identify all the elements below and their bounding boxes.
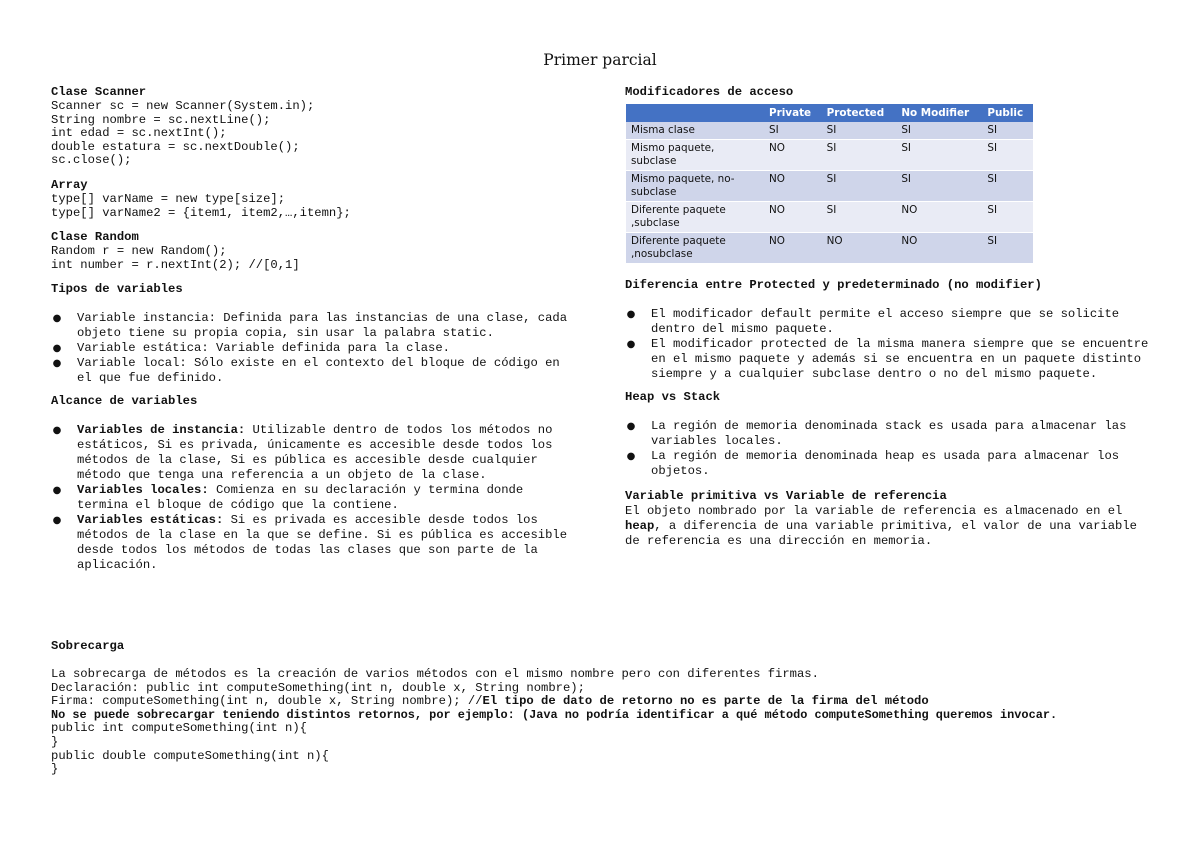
page-title: Primer parcial — [543, 51, 657, 69]
table-cell: Mismo paquete, no-subclase — [626, 171, 764, 202]
heap-list — [625, 419, 1150, 479]
code-line: int edad = sc.nextInt(); — [51, 126, 227, 141]
access-modifiers-table — [626, 104, 1033, 264]
table-header-row — [626, 104, 1033, 122]
list-item: ● Variables locales: Comienza en su declaración y termina donde termina el bloque de código que la contiene. — [52, 483, 524, 513]
table-cell: NO — [896, 202, 982, 233]
bullet-icon: ● — [52, 313, 62, 325]
list-item: ● El modificador default permite el acceso siempre que se solicite dentro del mismo paquete. — [626, 307, 1120, 336]
table-cell: SI — [822, 122, 897, 140]
table-cell: NO — [764, 233, 822, 264]
alcance-heading: Alcance de variables — [51, 394, 198, 409]
table-row — [626, 171, 1033, 202]
code-line: int number = r.nextInt(2); //[0,1] — [51, 257, 300, 272]
table-cell: Diferente paquete ,nosubclase — [626, 233, 764, 264]
table-cell: SI — [896, 140, 982, 171]
table-row — [626, 233, 1033, 264]
table-header: Protected — [822, 104, 897, 122]
sobrecarga-text: Declaración: public int computeSomething(int n, double x, String nombre); — [51, 680, 585, 695]
table-cell: NO — [896, 233, 982, 264]
left-column — [51, 85, 571, 573]
code-line: type[] varName = new type[size]; — [51, 191, 286, 206]
bullet-icon: ● — [626, 339, 636, 350]
diferencia-heading: Diferencia entre Protected y predeterminado (no modifier) — [625, 278, 1042, 292]
code-line: sc.close(); — [51, 153, 132, 168]
table-cell: SI — [764, 122, 822, 140]
list-item: ● La región de memoria denominada stack es usada para almacenar las variables locales. — [626, 419, 1127, 448]
code-line: type[] varName2 = {item1, item2,…,itemn}; — [51, 205, 351, 220]
array-code — [51, 193, 571, 220]
random-heading: Clase Random — [51, 230, 139, 245]
table-cell: SI — [982, 122, 1033, 140]
array-heading: Array — [51, 177, 88, 192]
primitiva-paragraph: El objeto nombrado por la variable de referencia es almacenado en el heap, a diferencia de una variable primitiva, el valor de una variable de referencia es una dirección en memoria. — [625, 504, 1137, 548]
table-cell: SI — [896, 122, 982, 140]
code-line: double estatura = sc.nextDouble(); — [51, 139, 300, 154]
bullet-icon: ● — [52, 515, 62, 527]
bullet-icon: ● — [626, 451, 636, 462]
table-header: Private — [764, 104, 822, 122]
code-line: String nombre = sc.nextLine(); — [51, 112, 271, 127]
table-cell: Misma clase — [626, 122, 764, 140]
table-cell: SI — [982, 140, 1033, 171]
list-item: ● El modificador protected de la misma manera siempre que se encuentre en el mismo paquete y además si se encuentra en un paquete distinto siempre y a cualquier subclase dentro o no del mismo paquete. — [626, 337, 1149, 381]
table-row — [626, 122, 1033, 140]
list-item: ● Variables de instancia: Utilizable dentro de todos los métodos no estáticos, Si es privada, únicamente es accesible desde todos los métodos de la clase, Si es pública es accesible desde cualquier método que tenga una referencia a un objeto de la clase. — [52, 423, 553, 483]
table-cell: NO — [822, 233, 897, 264]
right-column — [625, 85, 1150, 549]
bullet-icon: ● — [626, 309, 636, 320]
code-line: Random r = new Random(); — [51, 244, 227, 259]
diferencia-list — [625, 307, 1150, 382]
table-cell: NO — [764, 202, 822, 233]
table-row — [626, 140, 1033, 171]
bullet-icon: ● — [52, 425, 62, 437]
list-item: ● Variables estáticas: Si es privada es accesible desde todos los métodos de la clase en la que se define. Si es pública es accesible desde todos los métodos de todas las clases que son parte de la aplicación. — [52, 513, 568, 573]
code-line: } — [51, 734, 59, 749]
code-line: } — [51, 762, 59, 777]
sobrecarga-section — [51, 639, 1161, 777]
list-item: ● La región de memoria denominada heap es usada para almacenar los objetos. — [626, 449, 1120, 478]
sobrecarga-text: Firma: computeSomething(int n, double x, String nombre); //El tipo de dato de retorno no es parte de la firma del método — [51, 694, 929, 709]
scanner-code — [51, 100, 571, 168]
table-cell: Mismo paquete, subclase — [626, 140, 764, 171]
primitiva-heading: Variable primitiva vs Variable de referencia — [625, 489, 947, 503]
sobrecarga-text: No se puede sobrecargar teniendo distintos retornos, por ejemplo: (Java no podría identificar a qué método computeSomething queremos invocar. — [51, 707, 1058, 722]
code-line: public double computeSomething(int n){ — [51, 748, 329, 763]
table-cell: SI — [896, 171, 982, 202]
random-code — [51, 245, 571, 272]
bullet-icon: ● — [52, 358, 62, 370]
bullet-icon: ● — [52, 485, 62, 497]
bullet-icon: ● — [52, 343, 62, 355]
table-cell: SI — [822, 140, 897, 171]
table-header: No Modifier — [896, 104, 982, 122]
scanner-heading: Clase Scanner — [51, 85, 147, 99]
code-line: public int computeSomething(int n){ — [51, 721, 307, 736]
table-cell: SI — [982, 233, 1033, 264]
sobrecarga-text: La sobrecarga de métodos es la creación de varios métodos con el mismo nombre pero con diferentes firmas. — [51, 667, 819, 681]
bullet-icon: ● — [626, 421, 636, 432]
sobrecarga-heading: Sobrecarga — [51, 639, 125, 653]
alcance-list — [51, 423, 571, 573]
table-cell: SI — [982, 171, 1033, 202]
table-header: Public — [982, 104, 1033, 122]
table-cell: SI — [822, 202, 897, 233]
list-item: ● Variable local: Sólo existe en el contexto del bloque de código en el que fue definido. — [52, 356, 560, 386]
table-cell: SI — [822, 171, 897, 202]
table-row — [626, 202, 1033, 233]
tipos-list — [51, 311, 571, 386]
heap-heading: Heap vs Stack — [625, 390, 721, 404]
table-cell: SI — [982, 202, 1033, 233]
table-header — [626, 104, 764, 122]
list-item: ● Variable instancia: Definida para las instancias de una clase, cada objeto tiene su propia copia, sin usar la palabra static. — [52, 311, 568, 341]
code-line: Scanner sc = new Scanner(System.in); — [51, 99, 315, 113]
table-cell: NO — [764, 171, 822, 202]
table-cell: Diferente paquete ,subclase — [626, 202, 764, 233]
list-item: ● Variable estática: Variable definida para la clase. — [52, 341, 450, 356]
tipos-heading: Tipos de variables — [51, 282, 183, 297]
modificadores-heading: Modificadores de acceso — [625, 85, 794, 99]
table-cell: NO — [764, 140, 822, 171]
